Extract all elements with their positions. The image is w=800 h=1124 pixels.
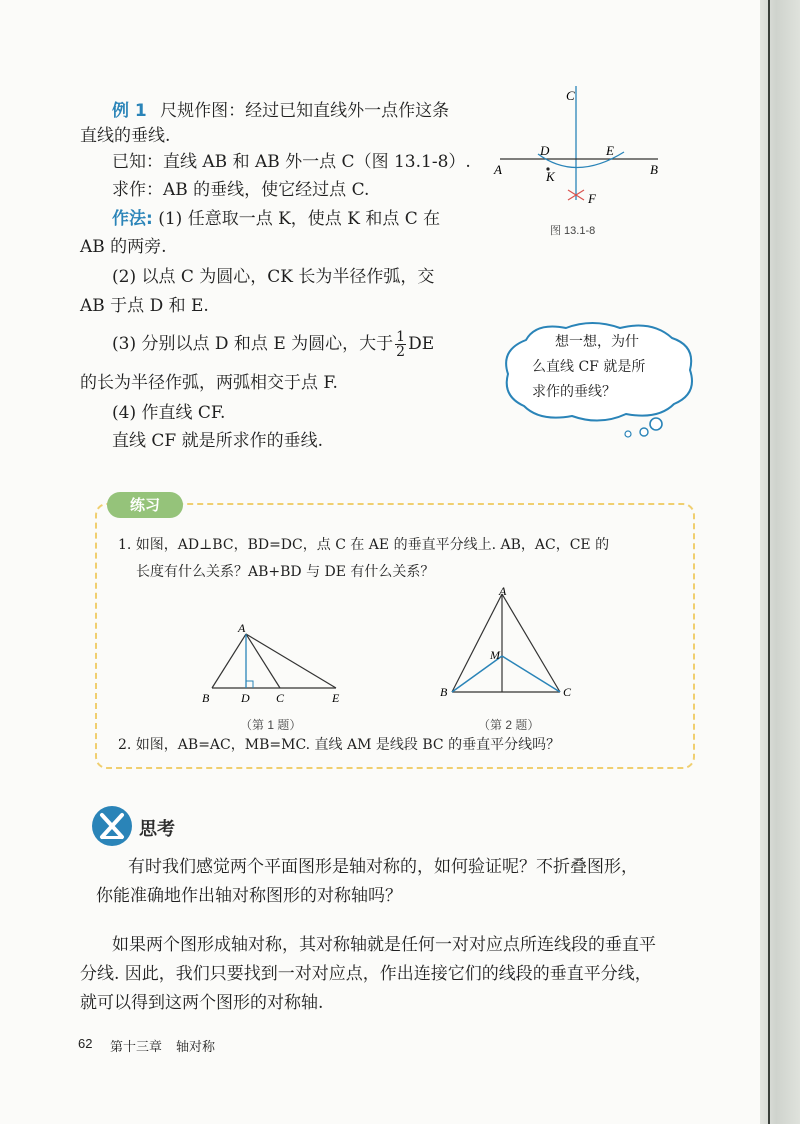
- method-step-1a: 作法: (1) 任意取一点 K，使点 K 和点 C 在: [112, 209, 441, 229]
- fig8-label-D: D: [540, 143, 550, 158]
- practice-figure-2: [432, 582, 582, 702]
- page-number: 62: [78, 1036, 93, 1051]
- fig2-label-B: B: [440, 685, 448, 699]
- fig2-label-M: M: [490, 648, 500, 662]
- fig8-label-C: C: [566, 88, 575, 103]
- method-step-1b: AB 的两旁.: [80, 237, 167, 257]
- practice-q2: 2. 如图，AB=AC，MB=MC. 直线 AM 是线段 BC 的垂直平分线吗？: [118, 737, 561, 753]
- method-label: 作法:: [112, 209, 153, 229]
- think-line-1: 有时我们感觉两个平面图形是轴对称的，如何验证呢？不折叠图形，: [128, 857, 638, 877]
- cloud-line-1: 想一想，为什: [555, 334, 639, 350]
- footer-chapter: 第十三章: [110, 1039, 163, 1054]
- example-given: 已知：直线 AB 和 AB 外一点 C（图 13.1-8）.: [112, 152, 471, 172]
- fig1-label-E: E: [332, 691, 340, 705]
- fig8-label-A: A: [494, 162, 502, 177]
- fig1-label-C: C: [276, 691, 285, 705]
- example-line-2: 直线的垂线.: [80, 126, 171, 146]
- method-step-4: (4) 作直线 CF.: [112, 403, 226, 423]
- fig2-label-A: A: [499, 584, 507, 598]
- footer-title: 轴对称: [176, 1039, 216, 1054]
- fig8-label-E: E: [606, 143, 614, 158]
- fraction-half: $\frac{1}{2}$: [396, 329, 406, 360]
- practice-q1-line-1: 1. 如图，AD⊥BC，BD=DC，点 C 在 AE 的垂直平分线上. AB，AC，CE 的: [118, 537, 610, 553]
- method-step-2b: AB 于点 D 和 E.: [80, 296, 209, 316]
- fig1-label-D: D: [241, 691, 250, 705]
- body-line-1: 如果两个图形成轴对称，其对称轴就是任何一对对应点所连线段的垂直平: [112, 935, 656, 955]
- fig1-label-B: B: [202, 691, 210, 705]
- think-icon: [92, 806, 132, 846]
- method-step-3b: 的长为半径作弧，两弧相交于点 F.: [80, 373, 338, 393]
- example-head: 例 1: [112, 101, 147, 121]
- cloud-line-3: 求作的垂线？: [532, 384, 616, 400]
- fig8-label-K: K: [546, 169, 555, 184]
- method-step-3a: (3) 分别以点 D 和点 E 为圆心，大于 $\frac{1}{2}$ DE: [112, 329, 435, 360]
- practice-figure-1: [196, 620, 356, 710]
- think-line-2: 你能准确地作出轴对称图形的对称轴吗？: [96, 886, 402, 906]
- body-line-2: 分线. 因此，我们只要找到一对对应点，作出连接它们的线段的垂直平分线，: [80, 964, 652, 984]
- practice-figure-2-caption: （第 2 题）: [478, 718, 540, 732]
- fig2-label-C: C: [563, 685, 572, 699]
- figure-13-1-8-caption: 图 13.1-8: [550, 225, 596, 237]
- spine-edge-line: [768, 0, 770, 1124]
- method-step-2a: (2) 以点 C 为圆心，CK 长为半径作弧，交: [112, 267, 435, 287]
- fig1-label-A: A: [238, 621, 246, 635]
- fig8-label-F: F: [588, 191, 596, 206]
- fig8-label-B: B: [650, 162, 658, 177]
- think-label: 思考: [139, 819, 175, 840]
- example-conclusion: 直线 CF 就是所求作的垂线.: [112, 431, 324, 451]
- example-seek: 求作：AB 的垂线，使它经过点 C.: [112, 180, 370, 200]
- cloud-line-2: 么直线 CF 就是所: [532, 359, 646, 375]
- book-spine: [760, 0, 800, 1124]
- figure-13-1-8: [488, 82, 668, 222]
- practice-q1-line-2: 长度有什么关系？AB+BD 与 DE 有什么关系？: [136, 564, 435, 580]
- practice-figure-1-caption: （第 1 题）: [240, 718, 302, 732]
- body-line-3: 就可以得到这两个图形的对称轴.: [80, 993, 324, 1013]
- example-line-1: 例 1 尺规作图：经过已知直线外一点作这条: [112, 101, 450, 121]
- practice-tag: 练习: [107, 492, 183, 518]
